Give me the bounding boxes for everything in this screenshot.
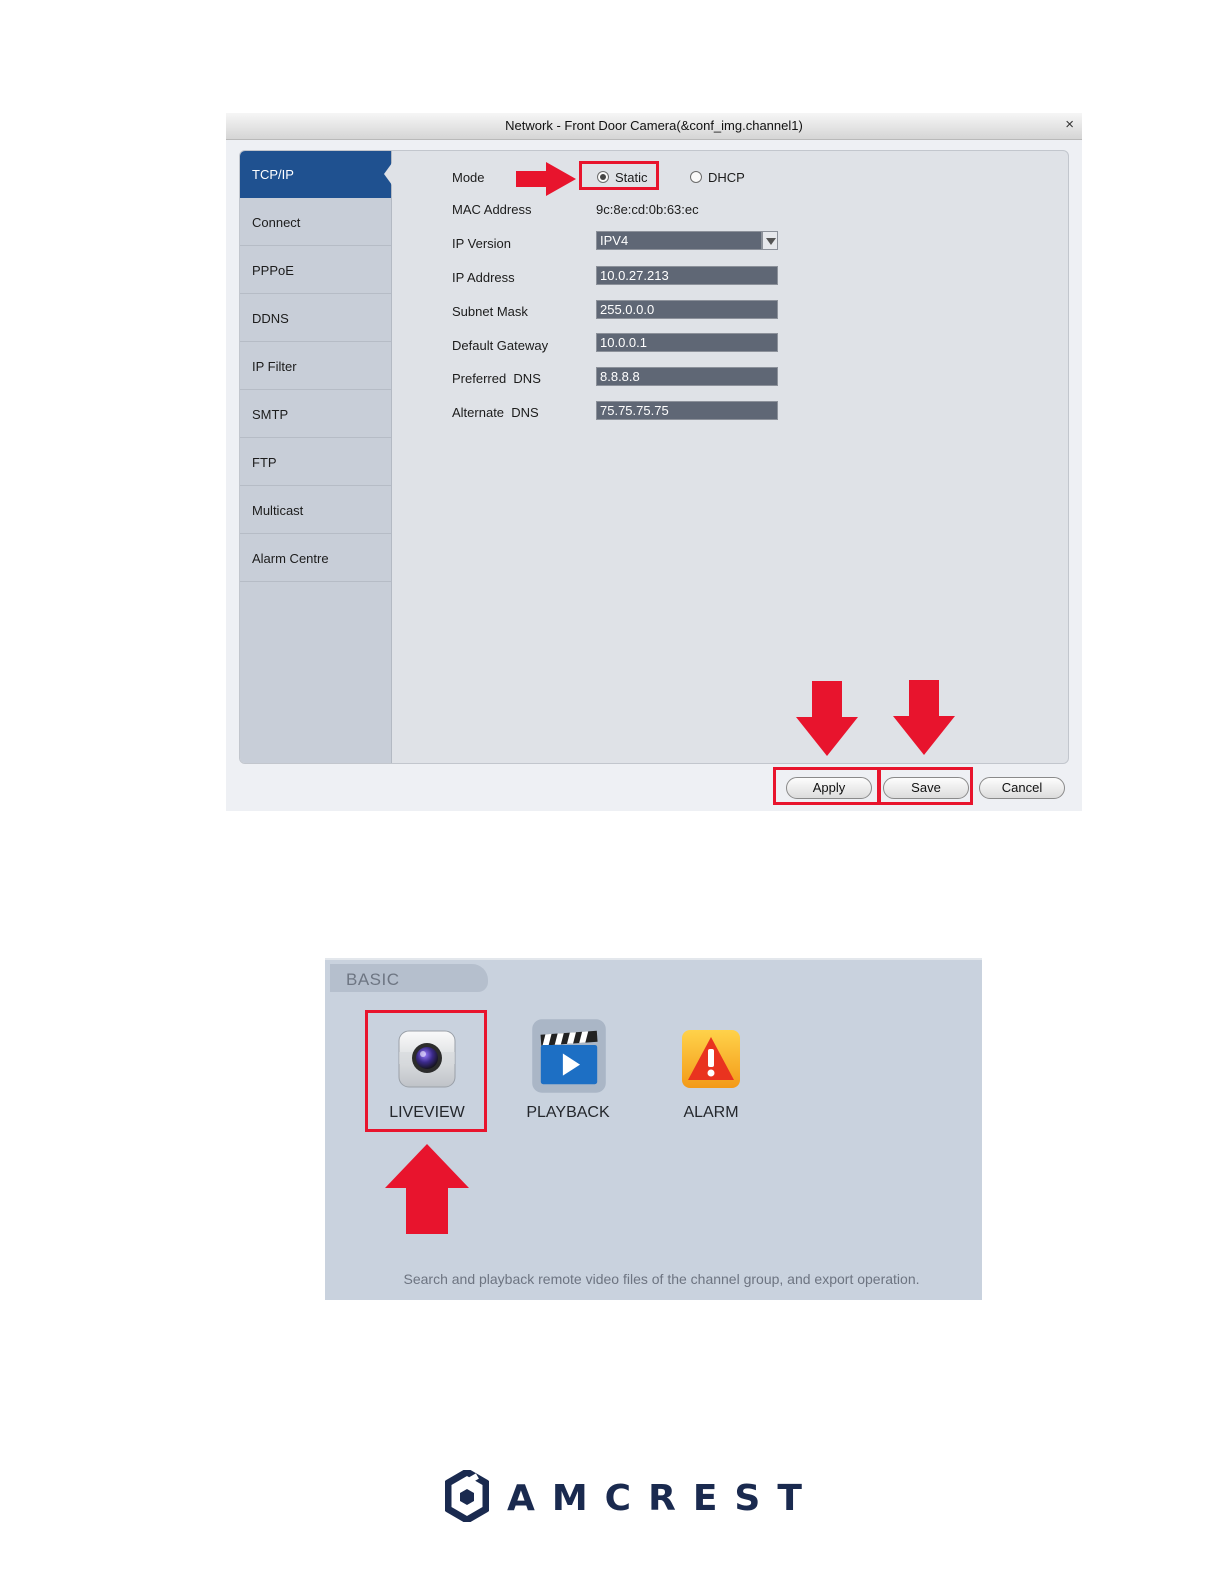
alternate-dns-field[interactable]: 75.75.75.75 [596,401,778,420]
ip-version-select[interactable]: IPV4 [596,231,762,250]
sidebar-item-label: IP Filter [252,359,297,374]
sidebar-item-multicast[interactable] [240,487,391,534]
clapperboard-play-icon [531,1018,607,1094]
dhcp-radio-label[interactable]: DHCP [708,170,745,185]
mode-label: Mode [452,170,485,185]
mac-address-label: MAC Address [452,202,532,217]
ip-address-field[interactable]: 10.0.27.213 [596,266,778,285]
playback-label: PLAYBACK [526,1104,610,1121]
alarm-app[interactable] [656,1018,766,1128]
amcrest-wordmark: AMCREST [507,1478,819,1519]
sidebar-item-label: Multicast [252,503,304,518]
close-icon[interactable]: × [1065,116,1074,133]
default-gateway-field[interactable]: 10.0.0.1 [596,333,778,352]
sidebar-item-alarm-centre[interactable] [240,535,391,582]
basic-panel [325,958,982,1300]
settings-sidebar [240,151,392,763]
liveview-label: LIVEVIEW [389,1104,465,1121]
sidebar-item-label: FTP [252,455,277,470]
sidebar-item-ftp[interactable] [240,439,391,486]
sidebar-item-label: Connect [252,215,301,230]
ip-version-label: IP Version [452,236,512,251]
arrow-down-icon [795,681,859,757]
static-radio-label[interactable]: Static [615,170,648,185]
arrow-down-icon [892,680,956,756]
dhcp-radio[interactable] [690,171,702,183]
sidebar-item-connect[interactable] [240,199,391,246]
liveview-app[interactable] [372,1018,482,1128]
active-tab-notch [384,163,392,185]
cancel-button[interactable]: Cancel [979,777,1065,799]
sidebar-item-tcpip[interactable] [240,151,391,198]
apply-button[interactable]: Apply [786,777,872,799]
preferred-dns-field[interactable]: 8.8.8.8 [596,367,778,386]
sidebar-item-ddns[interactable] [240,295,391,342]
ip-address-label: IP Address [452,270,515,285]
amcrest-logo [445,1470,819,1522]
sidebar-item-pppoe[interactable] [240,247,391,294]
playback-app[interactable] [513,1018,623,1128]
sidebar-item-label: SMTP [252,407,289,422]
sidebar-item-ip-filter[interactable] [240,343,391,390]
subnet-mask-field[interactable]: 255.0.0.0 [596,300,778,319]
sidebar-item-smtp[interactable] [240,391,391,438]
mac-address-value: 9c:8e:cd:0b:63:ec [596,202,699,217]
save-button[interactable]: Save [883,777,969,799]
dialog-content-panel [239,150,1069,764]
dialog-titlebar [226,113,1082,140]
arrow-up-icon [383,1144,471,1236]
basic-description: Search and playback remote video files of the channel group, and export operation. [403,1271,920,1287]
alternate-dns-label: Alternate DNS [452,405,539,420]
sidebar-item-label: Alarm Centre [252,551,329,566]
amcrest-hexagon-icon [445,1470,489,1522]
warning-icon [680,1028,742,1090]
preferred-dns-label: Preferred DNS [452,371,541,386]
sidebar-item-label: DDNS [252,311,289,326]
chevron-down-icon[interactable] [762,231,778,250]
sidebar-item-label: PPPoE [252,263,294,278]
subnet-mask-label: Subnet Mask [452,304,528,319]
network-dialog [226,113,1082,811]
default-gateway-label: Default Gateway [452,338,549,353]
alarm-label: ALARM [683,1104,739,1121]
camera-icon [396,1028,458,1090]
arrow-right-icon [516,162,578,196]
dialog-title: Network - Front Door Camera(&conf_img.channel1) [505,118,803,133]
static-radio[interactable] [597,171,609,183]
sidebar-item-label: TCP/IP [252,167,294,182]
basic-title: BASIC [346,970,400,989]
basic-tab [330,964,488,992]
